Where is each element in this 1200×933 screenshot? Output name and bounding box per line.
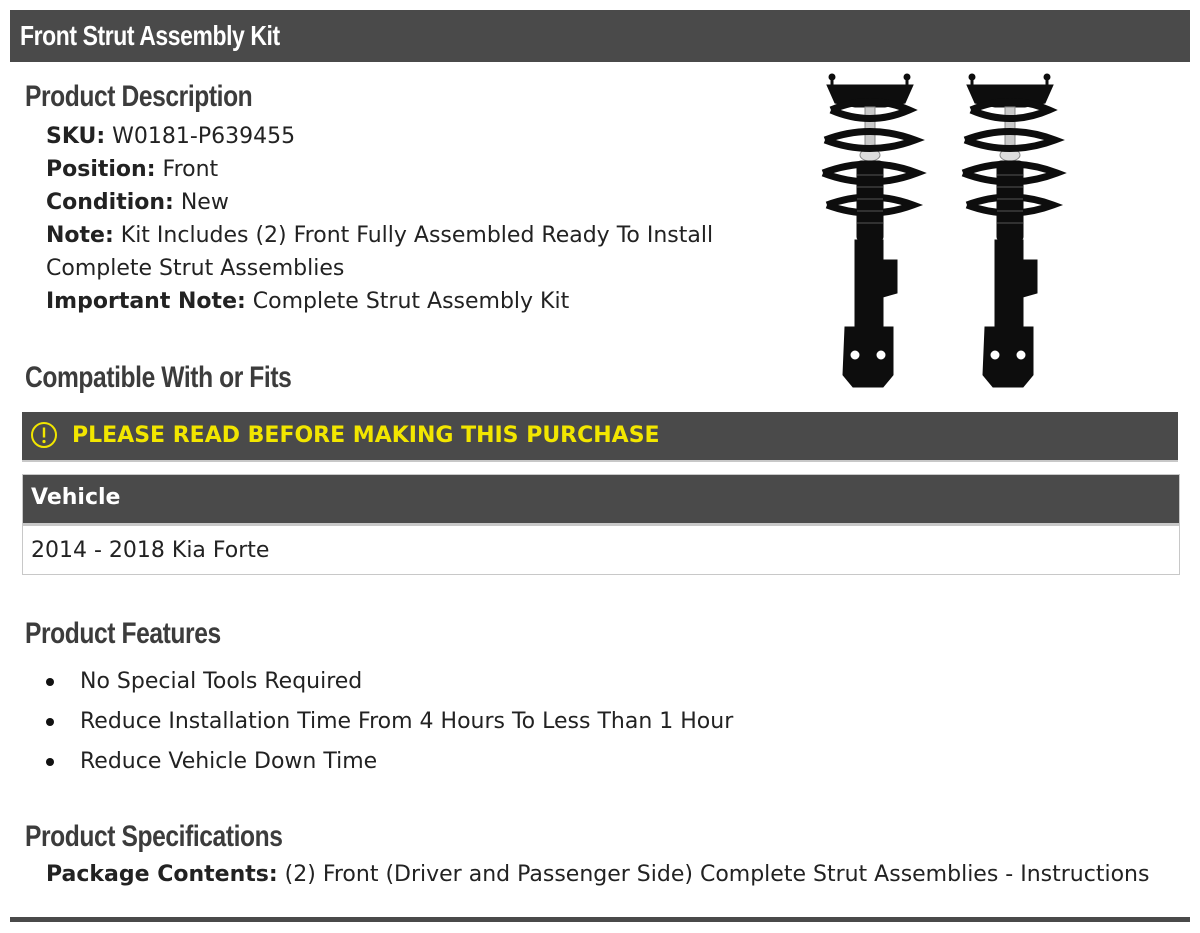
package-contents-label: Package Contents:: [46, 862, 278, 887]
position-row: [46, 153, 766, 186]
vehicle-cell: 2014 - 2018 Kia Forte: [31, 538, 270, 563]
bullet-icon: [46, 718, 54, 726]
sku-label: SKU:: [46, 124, 106, 149]
note-label: Note:: [46, 223, 114, 248]
feature-text: Reduce Vehicle Down Time: [80, 749, 378, 774]
warning-text: PLEASE READ BEFORE MAKING THIS PURCHASE: [72, 423, 660, 448]
feature-text: No Special Tools Required: [80, 669, 363, 694]
important-note-value: Complete Strut Assembly Kit: [252, 289, 570, 314]
product-features-heading: Product Features: [25, 617, 221, 650]
exclamation-circle-icon: [30, 421, 58, 449]
position-label: Position:: [46, 157, 156, 182]
strut-assemblies-image: [805, 65, 1075, 405]
vehicle-table: [22, 474, 1180, 575]
list-item: [46, 742, 733, 782]
title-bar: [10, 10, 1190, 62]
sku-value: W0181-P639455: [112, 124, 296, 149]
package-contents: [46, 862, 1149, 887]
list-item: [46, 662, 733, 702]
list-item: [46, 702, 733, 742]
bullet-icon: [46, 758, 54, 766]
page-title: Front Strut Assembly Kit: [20, 20, 280, 51]
note-value: Kit Includes (2) Front Fully Assembled Ready To Install Complete Strut Assemblies: [46, 223, 714, 281]
table-row: [23, 526, 1179, 574]
important-note-row: [46, 285, 766, 318]
note-row: [46, 219, 726, 285]
features-list: [46, 662, 733, 782]
product-description: [46, 120, 766, 318]
condition-value: New: [180, 190, 229, 215]
product-specifications-heading: Product Specifications: [25, 820, 283, 853]
condition-row: [46, 186, 766, 219]
vehicle-column-header: Vehicle: [31, 485, 121, 510]
product-description-heading: Product Description: [25, 80, 253, 113]
bullet-icon: [46, 678, 54, 686]
position-value: Front: [162, 157, 219, 182]
vehicle-table-header: [23, 475, 1179, 526]
purchase-warning-banner: [22, 412, 1178, 462]
compatible-heading: Compatible With or Fits: [25, 361, 292, 394]
strut-assembly-right: [963, 74, 1057, 387]
strut-assembly-left: [823, 74, 917, 387]
sku-row: [46, 120, 766, 153]
bottom-divider: [10, 917, 1190, 922]
important-note-label: Important Note:: [46, 289, 246, 314]
feature-text: Reduce Installation Time From 4 Hours To Less Than 1 Hour: [80, 709, 734, 734]
package-contents-value: (2) Front (Driver and Passenger Side) Complete Strut Assemblies - Instructions: [284, 862, 1150, 887]
condition-label: Condition:: [46, 190, 174, 215]
